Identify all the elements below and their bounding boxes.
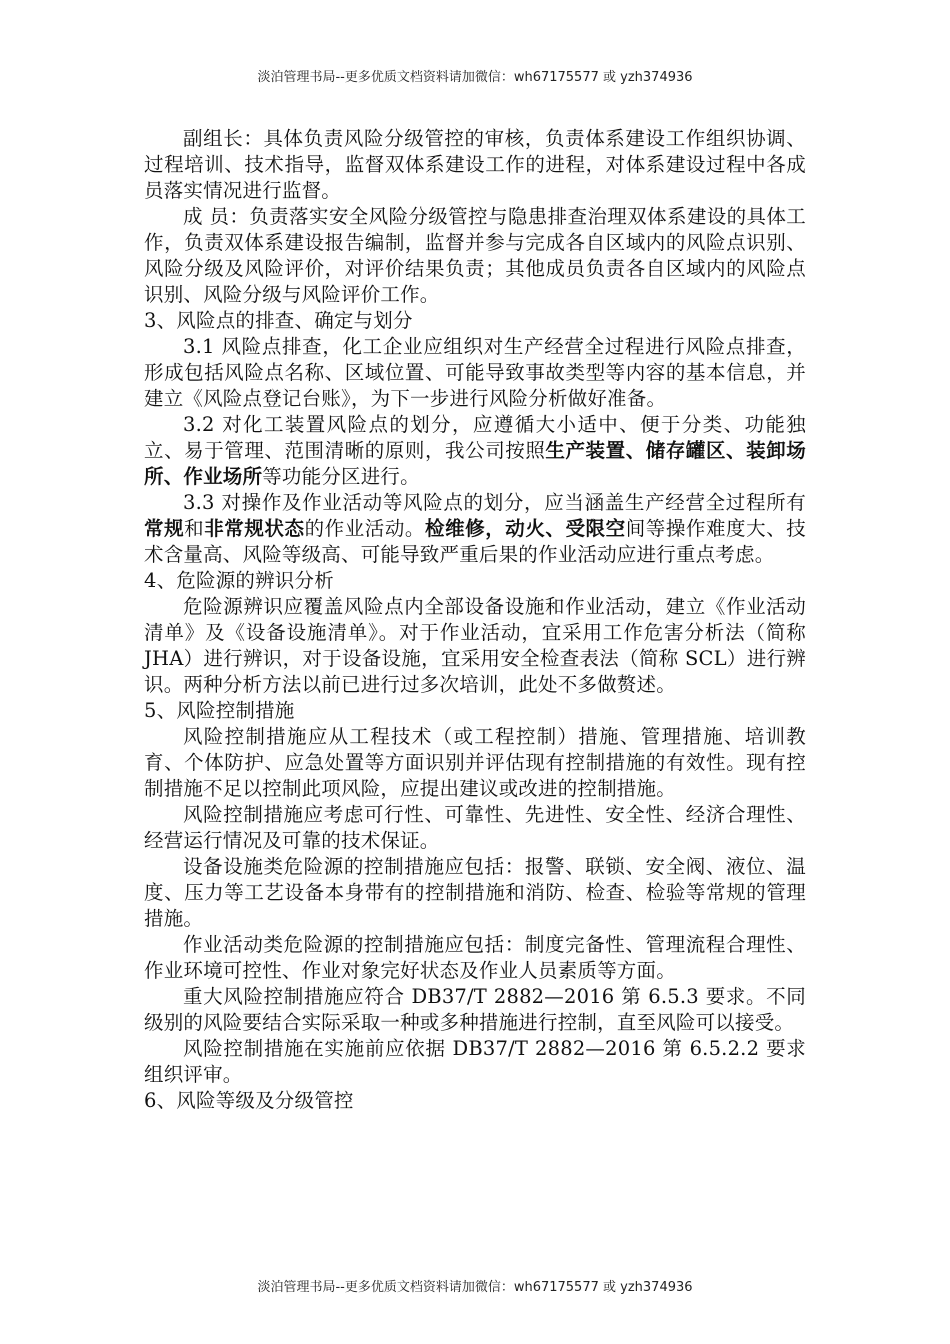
- paragraph-5-a: 风险控制措施应从工程技术（或工程控制）措施、管理措施、培训教育、个体防护、应急处置等方面识别并评估现有控制措施的有效性。现有控制措施不足以控制此项风险，应提出建议或改进的控制措施。: [144, 725, 806, 800]
- paragraph-members: 成 员：负责落实安全风险分级管控与隐患排查治理双体系建设的具体工作，负责双体系建设报告编制，监督并参与完成各自区域内的风险点识别、风险分级及风险评价，对评价结果负责；其他成员负责各自区域内的风险点识别、风险分级与风险评价工作。: [144, 205, 806, 306]
- bold-term-production-unit: 生产装置: [545, 439, 626, 462]
- paragraph-3-3: [144, 490, 806, 568]
- text-span: 3.3 对操作及作业活动等风险点的划分，应当涵盖生产经营全过程所有: [183, 491, 806, 514]
- text-span: 的作业活动。: [304, 517, 425, 540]
- heading-section-6: 6、风险等级及分级管控: [144, 1089, 354, 1112]
- bold-separator: 、: [163, 465, 184, 488]
- text-span: 间等操作难度大、技术含量高、风险等级高、可能导致严重后果的作业活动应进行重点考虑。: [144, 517, 806, 566]
- paragraph-5-b: 风险控制措施应考虑可行性、可靠性、先进性、安全性、经济合理性、经营运行情况及可靠的技术保证。: [144, 803, 806, 852]
- bold-separator: 、: [625, 439, 646, 462]
- heading-section-5: 5、风险控制措施: [144, 699, 295, 722]
- heading-section-4: 4、危险源的辨识分析: [144, 569, 334, 592]
- text-span: 等功能分区进行。: [262, 465, 420, 488]
- page-header: 淡泊管理书局--更多优质文档资料请加微信：wh67175577 或 yzh374936: [257, 70, 693, 85]
- bold-term-non-routine: 非常规状态: [204, 517, 305, 540]
- bold-term-maintenance: 检维修，动火、受限空: [425, 517, 626, 540]
- text-span: 3.2 对化工装置风险点的划分，应遵循大小适中、便于分类、功能独立、易于管理、范围清晰的原则，我公司按照: [144, 413, 806, 462]
- bold-term-loading-area: 装卸场所: [144, 439, 806, 488]
- bold-separator: 、: [726, 439, 747, 462]
- paragraph-3-2: [144, 412, 806, 490]
- paragraph-5-c: 设备设施类危险源的控制措施应包括：报警、联锁、安全阀、液位、温度、压力等工艺设备本身带有的控制措施和消防、检查、检验等常规的管理措施。: [144, 855, 806, 930]
- paragraph-4: 危险源辨识应覆盖风险点内全部设备设施和作业活动，建立《作业活动清单》及《设备设施清单》。对于作业活动，宜采用工作危害分析法（简称 JHA）进行辨识，对于设备设施，宜采用安全检查表法（简称 SCL）进行辨识。两种分析方法以前已进行过多次培训，此处不多做赘述。: [144, 595, 806, 696]
- text-span: 和: [184, 517, 205, 540]
- paragraph-3-1: 3.1 风险点排查，化工企业应组织对生产经营全过程进行风险点排查，形成包括风险点名称、区域位置、可能导致事故类型等内容的基本信息，并建立《风险点登记台账》，为下一步进行风险分析做好准备。: [144, 335, 806, 410]
- bold-term-routine: 常规: [144, 517, 185, 540]
- bold-term-tank-farm: 储存罐区: [645, 439, 727, 462]
- paragraph-5-d: 作业活动类危险源的控制措施应包括：制度完备性、管理流程合理性、作业环境可控性、作业对象完好状态及作业人员素质等方面。: [144, 933, 806, 982]
- bold-term-work-area: 作业场所: [183, 465, 263, 488]
- paragraph-5-e: 重大风险控制措施应符合 DB37/T 2882—2016 第 6.5.3 要求。不同级别的风险要结合实际采取一种或多种措施进行控制，直至风险可以接受。: [144, 985, 806, 1034]
- paragraph-5-f: 风险控制措施在实施前应依据 DB37/T 2882—2016 第 6.5.2.2 要求组织评审。: [144, 1037, 806, 1086]
- paragraph-deputy-leader: 副组长：具体负责风险分级管控的审核，负责体系建设工作组织协调、过程培训、技术指导，监督双体系建设工作的进程，对体系建设过程中各成员落实情况进行监督。: [144, 127, 806, 202]
- document-body: [144, 126, 806, 1114]
- heading-section-3: 3、风险点的排查、确定与划分: [144, 309, 413, 332]
- page-footer: 淡泊管理书局--更多优质文档资料请加微信：wh67175577 或 yzh374936: [257, 1280, 693, 1295]
